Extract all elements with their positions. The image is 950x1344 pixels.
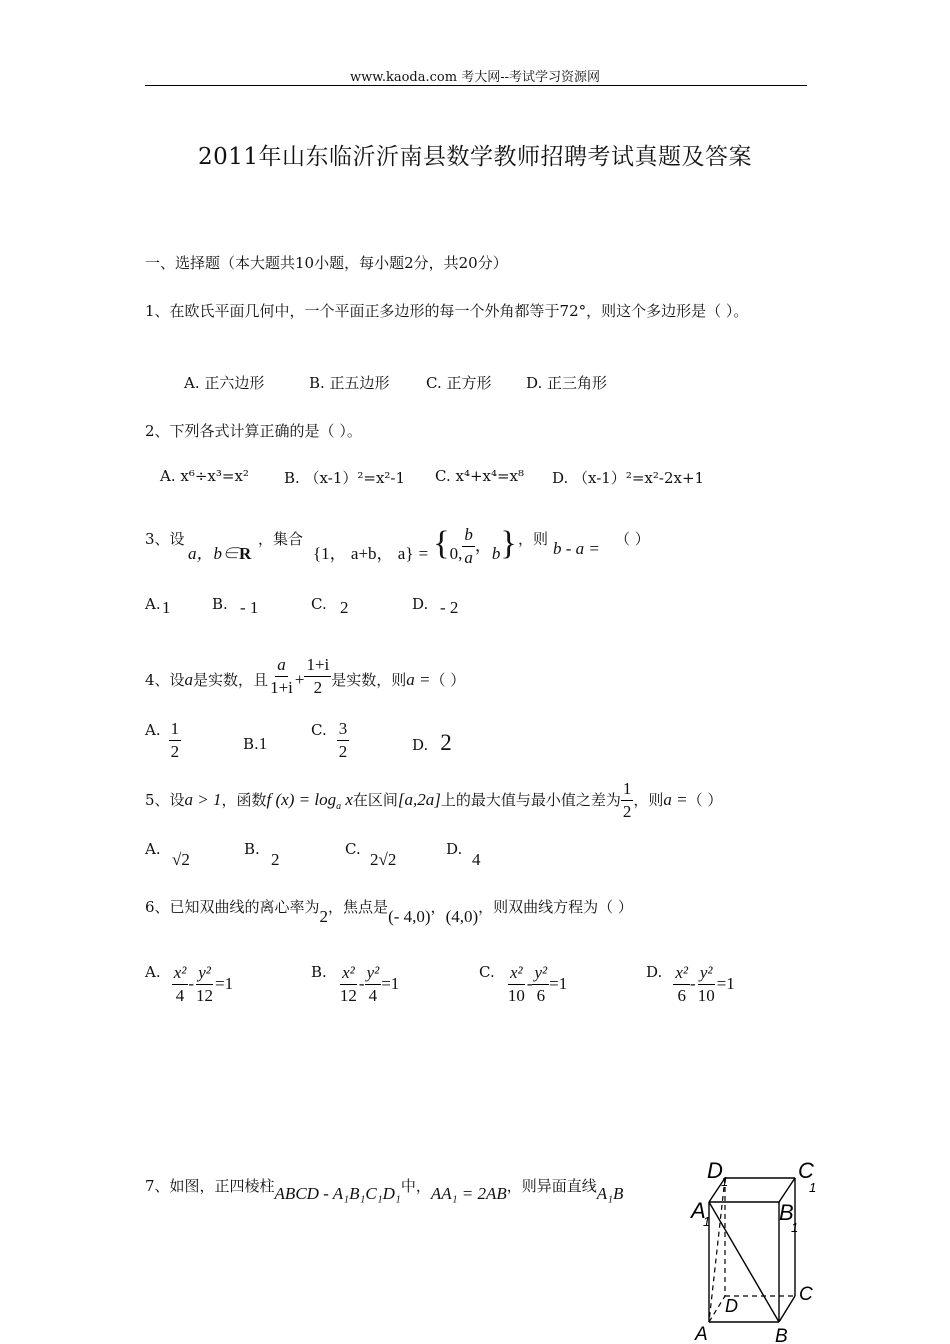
q1-option-c: C. 正方形 bbox=[426, 374, 492, 392]
q3-option-b-label: B. bbox=[212, 595, 228, 613]
q3-option-d-value: - 2 bbox=[440, 598, 459, 617]
q3-then: ，则 bbox=[518, 530, 549, 548]
svg-text:1: 1 bbox=[791, 1220, 799, 1235]
q3-vars: a，b∈R bbox=[188, 544, 252, 563]
svg-text:D: D bbox=[725, 1296, 738, 1316]
q3-option-a-value: 1 bbox=[162, 598, 171, 617]
question-4-stem: 4、设a是实数，且 $\frac{a}{1+i}$ + $\frac{1+i}{2}$ 是实数，则a =（ ） bbox=[145, 655, 466, 697]
q6-option-a: A. $\frac{\text{x²}}{4}$ - $\frac{\text{y²}}{12}$ =1 bbox=[145, 962, 234, 1005]
q5-option-b-value: 2 bbox=[271, 850, 280, 869]
svg-text:1: 1 bbox=[703, 1214, 711, 1229]
svg-text:1: 1 bbox=[809, 1180, 817, 1195]
section-heading: 一、选择题（本大题共10小题，每小题2分，共20分） bbox=[145, 254, 508, 272]
question-5-stem: 5、设a > 1，函数f $(x) = \log_a x$在区间[a,2a]上的最大值与最小值之差为 $\frac{1}{2}$ ，则a =（ ） bbox=[145, 779, 723, 821]
svg-text:D: D bbox=[707, 1158, 723, 1183]
q3-option-d-label: D. bbox=[412, 595, 429, 613]
svg-text:A: A bbox=[695, 1324, 708, 1344]
q5-option-b-label: B. bbox=[244, 840, 260, 858]
q2-option-d: D. （x-1）²=x²-2x+1 bbox=[552, 469, 705, 487]
q4-option-d: D. 2 bbox=[412, 730, 452, 755]
q3-option-c-label: C. bbox=[311, 595, 327, 613]
q1-option-b: B. 正五边形 bbox=[309, 374, 390, 392]
q4-option-a: A. $\frac{1}{2}$ bbox=[145, 719, 180, 761]
q3-paren: （ ） bbox=[615, 530, 650, 548]
q5-option-d-value: 4 bbox=[472, 850, 481, 869]
q4-option-b: B.1 bbox=[243, 734, 268, 753]
svg-text:C: C bbox=[799, 1284, 813, 1305]
svg-text:1: 1 bbox=[721, 1174, 729, 1189]
q2-option-b: B. （x-1）²=x²-1 bbox=[284, 469, 406, 487]
site-header: www.kaoda.com 考大网--考试学习资源网 bbox=[350, 70, 600, 85]
q3-option-a-label: A. bbox=[145, 595, 161, 613]
page-title: 2011年山东临沂沂南县数学教师招聘考试真题及答案 bbox=[197, 144, 753, 170]
header-divider bbox=[145, 85, 807, 86]
q1-option-d: D. 正三角形 bbox=[526, 374, 608, 392]
q5-option-c-label: C. bbox=[345, 840, 361, 858]
prism-figure bbox=[685, 1150, 825, 1344]
q3-option-b-value: - 1 bbox=[240, 598, 259, 617]
svg-text:B: B bbox=[775, 1326, 788, 1344]
q5-option-a-label: A. bbox=[145, 840, 161, 858]
q3-text-set: ，集合 bbox=[258, 530, 304, 548]
q3-expr: b - a = bbox=[553, 539, 600, 558]
question-2-stem: 2、下列各式计算正确的是（ ）。 bbox=[145, 422, 362, 440]
q3-prefix: 3、设 bbox=[145, 530, 185, 548]
q3-set-equation: {1， a+b， a} = {0, $\frac{b}{a}$ ，b} bbox=[313, 525, 517, 567]
q6-option-d: D. $\frac{\text{x²}}{6}$ - $\frac{\text{y²}}{10}$ =1 bbox=[646, 962, 735, 1005]
q1-option-a: A. 正六边形 bbox=[184, 374, 265, 392]
q2-option-a: A. x⁶÷x³=x² bbox=[160, 467, 249, 485]
q5-option-d-label: D. bbox=[446, 840, 463, 858]
q6-option-b: B. $\frac{\text{x²}}{12}$ - $\frac{\text{y²}}{4}$ =1 bbox=[311, 962, 400, 1005]
question-6-stem: 6、已知双曲线的离心率为2，焦点是(- 4,0)，(4,0)，则双曲线方程为（ ） bbox=[145, 898, 633, 926]
q5-option-a-value: √2 bbox=[172, 850, 190, 869]
q6-option-c: C. $\frac{\text{x²}}{10}$ - $\frac{\text{y²}}{6}$ =1 bbox=[479, 962, 568, 1005]
q5-option-c-value: 2√2 bbox=[370, 850, 397, 869]
question-7-stem: 7、如图，正四棱柱ABCD - A₁B₁C₁D₁中，AA₁ = 2AB，则异面直线A₁B bbox=[145, 1177, 624, 1203]
question-1-stem: 1、在欧氏平面几何中，一个平面正多边形的每一个外角都等于72°，则这个多边形是（ ）。 bbox=[145, 302, 749, 320]
q3-option-c-value: 2 bbox=[340, 598, 349, 617]
svg-text:C: C bbox=[798, 1158, 814, 1183]
svg-text:A: A bbox=[691, 1198, 706, 1223]
q4-option-c: C. $\frac{3}{2}$ bbox=[311, 719, 348, 761]
q2-option-c: C. x⁴+x⁴=x⁸ bbox=[435, 467, 525, 485]
svg-text:B: B bbox=[779, 1200, 794, 1225]
